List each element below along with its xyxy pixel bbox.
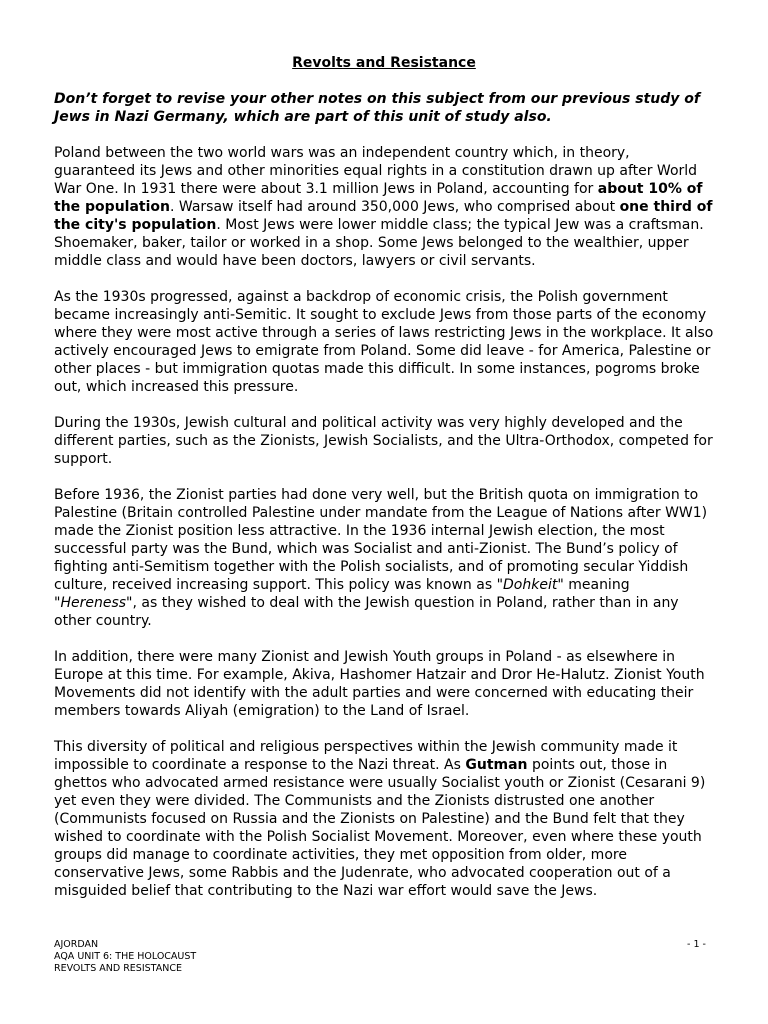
page-footer — [54, 939, 714, 975]
footer-page-number: - 1 - — [687, 939, 706, 950]
paragraph-1-text-c: . Warsaw itself had around 350,000 Jews, who comprised about — [169, 199, 620, 215]
paragraph-1-highlight-city: one third of the city's population — [54, 199, 713, 233]
paragraph-4-text-e: ", as they wished to deal with the Jewish question in Poland, rather than in any other country. — [54, 595, 679, 629]
paragraph-6 — [54, 738, 714, 900]
paragraph-4-text-c: " meaning " — [54, 577, 630, 611]
paragraph-6-text-c: points out, those in ghettos who advocated armed resistance were usually Socialist youth or Zionist (Cesarani 9) yet even they were divided. The Communists and the Zionists distrusted one another (Communists focused on Russia and the Zionists on Palestine) and the Bund felt that they wished to coordinate with the Polish Socialist Movement. Moreover, even where these youth groups did manage to coordinate activities, they met opposition from older, more conservative Jews, some Rabbis and the Judenrate, who advocated cooperation out of a misguided belief that contributing to the Nazi war effort would save the Jews. — [54, 757, 706, 899]
paragraph-4 — [54, 486, 714, 630]
paragraph-4-term-dohkeit: Dohkeit — [503, 577, 558, 593]
paragraph-1-text-a: Poland between the two world wars was an independent country which, in theory, guaranteed its Jews and other minorities equal rights in a constitution drawn up after World War One. In 1931 there were about 3.1 million Jews in Poland, accounting for — [54, 145, 698, 197]
paragraph-5: In addition, there were many Zionist and Jewish Youth groups in Poland - as elsewhere in Europe at this time. For example, Akiva, Hashomer Hatzair and Dror He-Halutz. Zionist Youth Movements did not identify with the adult parties and were concerned with educating their members towards Aliyah (emigration) to the Land of Israel. — [54, 649, 705, 719]
paragraph-1-text-e: . Most Jews were lower middle class; the typical Jew was a craftsman. Shoemaker, baker, tailor or worked in a shop. Some Jews belonged to the wealthier, upper middle class and would have been doctors, lawyers or civil servants. — [54, 217, 704, 269]
paragraph-4-term-hereness: Hereness — [60, 595, 127, 611]
paragraph-4-text-a: Before 1936, the Zionist parties had done very well, but the British quota on immigration to Palestine (Britain controlled Palestine under mandate from the League of Nations after WW1) made the Zionist position less attractive. In the 1936 internal Jewish election, the most successful party was the Bund, which was Socialist and anti-Zionist. The Bund’s policy of fighting anti-Semitism together with the Polish socialists, and of promoting secular Yiddish culture, received increasing support. This policy was known as " — [54, 487, 708, 593]
paragraph-3: During the 1930s, Jewish cultural and political activity was very highly developed and the different parties, such as the Zionists, Jewish Socialists, and the Ultra-Orthodox, competed for support. — [54, 415, 713, 467]
footer-topic: REVOLTS AND RESISTANCE — [54, 963, 182, 974]
paragraph-6-name-gutman: Gutman — [465, 757, 528, 773]
footer-course: AQA UNIT 6: THE HOLOCAUST — [54, 951, 197, 962]
paragraph-1 — [54, 144, 714, 270]
document-title: Revolts and Resistance — [292, 55, 476, 71]
document-page — [54, 54, 714, 918]
paragraph-6-text-a: This diversity of political and religious perspectives within the Jewish community made it impossible to coordinate a response to the Nazi threat. As — [54, 739, 678, 773]
footer-author: AJORDAN — [54, 939, 99, 950]
intro-note: Don’t forget to revise your other notes on this subject from our previous study of Jews in Nazi Germany, which are part of this unit of study also. — [54, 91, 700, 125]
paragraph-1-highlight-population: about 10% of the population — [54, 181, 703, 215]
paragraph-2: As the 1930s progressed, against a backdrop of economic crisis, the Polish government became increasingly anti-Semitic. It sought to exclude Jews from those parts of the economy where they were most active through a series of laws restricting Jews in the workplace. It also actively encouraged Jews to emigrate from Poland. Some did leave - for America, Palestine or other places - but immigration quotas made this difficult. In some instances, pogroms broke out, which increased this pressure. — [54, 289, 714, 395]
